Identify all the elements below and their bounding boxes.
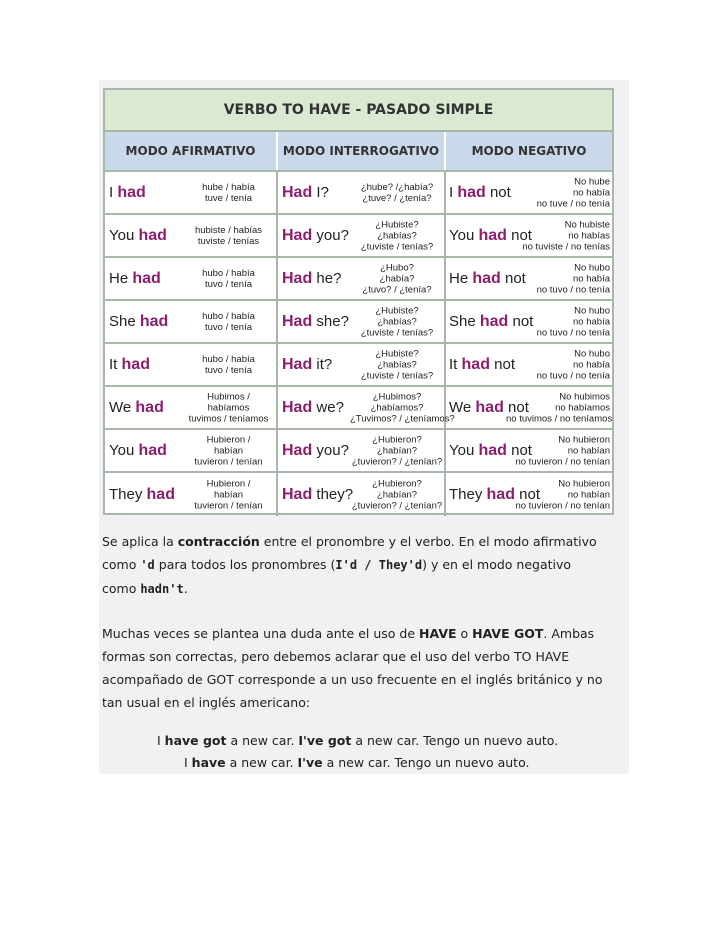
spanish-line: ¿Tuvimos? / ¿teníamos?: [350, 413, 455, 424]
header-affirmative: MODO AFIRMATIVO: [105, 132, 278, 170]
affirmative-spanish: [181, 478, 276, 511]
affirmative-phrase: [109, 399, 164, 417]
not-word: not: [511, 441, 532, 459]
spanish-line: no tuvo / no tenía: [536, 370, 610, 381]
cell-affirmative: [105, 387, 278, 428]
cell-interrogative: [278, 172, 446, 213]
affirmative-phrase: [109, 227, 167, 245]
text-run: Se aplica la: [102, 534, 178, 549]
cell-interrogative: [278, 387, 455, 428]
interrogative-spanish: [350, 478, 444, 511]
text-run: a new car.: [225, 755, 298, 770]
subject: He: [449, 269, 469, 287]
keyword-have-got: HAVE GOT: [472, 626, 544, 641]
not-word: not: [508, 398, 529, 416]
affirmative-phrase: [109, 270, 161, 288]
affirmative-phrase: [109, 313, 168, 331]
spanish-line: ¿habíamos?: [370, 402, 424, 413]
subject: I: [109, 183, 114, 201]
subject: It: [449, 355, 458, 373]
subject: she?: [316, 312, 349, 330]
text-run: a new car.: [226, 733, 299, 748]
cell-affirmative: [105, 301, 278, 342]
table-row: [105, 258, 612, 301]
negative-spanish: [506, 305, 610, 338]
spanish-line: no había: [573, 273, 610, 284]
spanish-line: hube / había: [202, 181, 255, 193]
verb-had: had: [479, 312, 509, 330]
verb-had: Had: [282, 441, 313, 459]
paragraph-line: acompañado de GOT corresponde a un uso frecuente en el inglés británico y no: [102, 672, 603, 687]
spanish-line: ¿habías?: [377, 359, 417, 370]
not-word: not: [504, 269, 526, 287]
affirmative-spanish: [181, 354, 276, 376]
affirmative-spanish: [181, 268, 276, 290]
text-run: I: [184, 755, 192, 770]
interrogative-spanish: [350, 348, 444, 381]
spanish-line: no habían: [567, 489, 610, 500]
spanish-line: no tuviste / no tenías: [522, 241, 610, 252]
spanish-line: ¿tuviste / tenías?: [360, 370, 434, 381]
interrogative-spanish: [350, 182, 444, 204]
spanish-line: tuvo / tenía: [204, 321, 252, 333]
verb-had: had: [472, 269, 501, 287]
cell-negative: [446, 387, 612, 428]
subject: they?: [316, 485, 354, 503]
text-run: . Ambas: [543, 626, 595, 641]
verb-had: had: [486, 485, 515, 503]
cell-negative: [446, 473, 612, 516]
spanish-line: ¿Hubimos?: [372, 391, 422, 402]
paragraph-line: [102, 622, 626, 645]
spanish-line: ¿Hubieron?: [372, 434, 422, 445]
spanish-line: Hubimos /: [207, 391, 250, 402]
verb-had: had: [478, 226, 507, 244]
subject: I?: [316, 183, 329, 201]
subject: you?: [316, 226, 349, 244]
paragraph-contraction: [102, 530, 626, 601]
spanish-line: no había: [573, 316, 610, 327]
verb-had: Had: [282, 226, 313, 244]
paragraph-have-got: [102, 622, 626, 714]
cell-negative: [446, 215, 612, 256]
text-run: entre el pronombre y el verbo. En el modo afirmativo: [259, 534, 597, 549]
subject: He: [109, 269, 129, 287]
spanish-line: no habían: [567, 445, 610, 456]
spanish-line: ¿Hubiste?: [375, 305, 419, 316]
subject: I: [449, 183, 454, 201]
negative-spanish: [506, 176, 610, 209]
negative-spanish: [506, 348, 610, 381]
cell-negative: [446, 258, 612, 299]
negative-spanish: [506, 391, 613, 424]
spanish-line: no tuve / no tenía: [536, 198, 610, 209]
interrogative-phrase: [282, 442, 349, 460]
not-word: not: [494, 355, 515, 373]
paragraph-line: [102, 577, 626, 601]
spanish-line: No hubiste: [564, 219, 610, 230]
interrogative-spanish: [350, 391, 455, 424]
cell-negative: [446, 172, 612, 213]
spanish-line: ¿tuvo? / ¿tenía?: [362, 284, 432, 295]
table-row: [105, 215, 612, 258]
table-row: [105, 387, 612, 430]
spanish-line: no tuvieron / no tenían: [515, 500, 610, 511]
interrogative-phrase: [282, 184, 329, 202]
cell-negative: [446, 301, 612, 342]
verb-had: had: [117, 183, 146, 201]
affirmative-spanish: [181, 225, 276, 247]
verb-had: Had: [282, 485, 313, 503]
paragraph-line: formas son correctas, pero debemos aclarar que el uso del verbo TO HAVE: [102, 649, 570, 664]
verb-had: had: [478, 441, 507, 459]
not-word: not: [511, 226, 532, 244]
spanish-line: ¿tuviste / tenías?: [360, 327, 434, 338]
affirmative-phrase: [109, 356, 150, 374]
verb-had: had: [135, 398, 164, 416]
spanish-line: No hubieron: [558, 434, 610, 445]
spanish-line: no tuvo / no tenía: [536, 327, 610, 338]
text-run: .: [183, 581, 188, 596]
spanish-line: tuvo / tenía: [204, 278, 252, 290]
interrogative-phrase: [282, 399, 344, 417]
negative-spanish: [506, 478, 610, 511]
spanish-line: habían: [213, 489, 244, 500]
spanish-line: No hube: [574, 176, 610, 187]
table-row: [105, 301, 612, 344]
spanish-line: ¿tuvieron? / ¿tenían?: [351, 456, 443, 467]
subject: It: [109, 355, 118, 373]
affirmative-phrase: [109, 184, 146, 202]
text-run: como: [102, 581, 141, 596]
subject: She: [109, 312, 136, 330]
verb-table-image: [103, 88, 614, 515]
verb-had: had: [475, 398, 504, 416]
spanish-line: no habías: [568, 230, 610, 241]
spanish-line: tuvieron / tenían: [194, 500, 263, 511]
spanish-line: habían: [213, 445, 244, 456]
spanish-line: No hubo: [574, 262, 610, 273]
spanish-line: No hubimos: [559, 391, 610, 402]
cell-affirmative: [105, 473, 278, 516]
spanish-line: No hubo: [574, 305, 610, 316]
spanish-line: tuve / tenía: [204, 192, 252, 204]
verb-had: Had: [282, 355, 313, 373]
keyword-contraccion: contracción: [177, 534, 260, 549]
verb-had: Had: [282, 269, 313, 287]
keyword-have: HAVE: [419, 626, 457, 641]
cell-affirmative: [105, 172, 278, 213]
affirmative-phrase: [109, 486, 175, 504]
subject: you?: [316, 441, 349, 459]
spanish-line: hubiste / habías: [194, 224, 263, 236]
keyword: have: [191, 755, 226, 770]
verb-had: had: [138, 226, 167, 244]
affirmative-phrase: [109, 442, 167, 460]
cell-interrogative: [278, 215, 446, 256]
spanish-line: no había: [573, 359, 610, 370]
cell-affirmative: [105, 430, 278, 471]
cell-affirmative: [105, 344, 278, 385]
cell-affirmative: [105, 215, 278, 256]
spanish-line: hubo / había: [202, 353, 255, 365]
text-run: como: [102, 557, 141, 572]
subject: They: [449, 485, 483, 503]
text-run: ) y en el modo negativo: [422, 557, 572, 572]
spanish-line: tuvo / tenía: [204, 364, 252, 376]
cell-interrogative: [278, 301, 446, 342]
negative-spanish: [506, 434, 610, 467]
cell-negative: [446, 344, 612, 385]
spanish-line: hubo / había: [202, 310, 255, 322]
text-run: a new car. Tengo un nuevo auto.: [351, 733, 559, 748]
subject: They: [109, 485, 143, 503]
spanish-line: no tuvo / no tenía: [536, 284, 610, 295]
spanish-line: No hubo: [574, 348, 610, 359]
keyword-d: 'd: [140, 558, 155, 572]
interrogative-phrase: [282, 270, 341, 288]
table-row: [105, 344, 612, 387]
spanish-line: ¿habían?: [376, 445, 418, 456]
subject: it?: [316, 355, 333, 373]
text-run: para todos los pronombres (: [154, 557, 336, 572]
spanish-line: ¿había?: [379, 273, 415, 284]
verb-had: had: [138, 441, 167, 459]
keyword: have got: [164, 733, 227, 748]
spanish-line: habíamos: [207, 402, 250, 413]
spanish-line: no tuvieron / no tenían: [515, 456, 610, 467]
spanish-line: ¿Hubo?: [380, 262, 414, 273]
verb-had: had: [461, 355, 490, 373]
table-body: [105, 172, 612, 516]
interrogative-spanish: [350, 262, 444, 295]
keyword-hadnt: hadn't: [140, 582, 184, 596]
table-title: VERBO TO HAVE - PASADO SIMPLE: [105, 90, 612, 132]
table-row: [105, 172, 612, 215]
verb-had: had: [132, 269, 161, 287]
subject: You: [109, 441, 135, 459]
verb-had: Had: [282, 183, 313, 201]
subject: You: [109, 226, 135, 244]
subject: We: [109, 398, 132, 416]
keyword: I've: [297, 755, 323, 770]
interrogative-phrase: [282, 486, 353, 504]
spanish-line: no habíamos: [555, 402, 610, 413]
cell-affirmative: [105, 258, 278, 299]
not-word: not: [519, 485, 541, 503]
spanish-line: Hubieron /: [206, 478, 251, 489]
interrogative-spanish: [350, 434, 444, 467]
not-word: not: [512, 312, 534, 330]
not-word: not: [489, 183, 511, 201]
spanish-line: ¿habías?: [377, 230, 417, 241]
keyword: I've got: [298, 733, 352, 748]
paragraph-line: [102, 530, 626, 553]
negative-spanish: [506, 262, 610, 295]
interrogative-phrase: [282, 227, 349, 245]
verb-had: Had: [282, 398, 313, 416]
example-have: [184, 755, 529, 770]
spanish-line: ¿habían?: [376, 489, 418, 500]
spanish-line: ¿tuviste / tenías?: [360, 241, 434, 252]
text-run: I: [157, 733, 165, 748]
spanish-line: No hubieron: [558, 478, 610, 489]
spanish-line: Hubieron /: [206, 434, 251, 445]
text-run: Muchas veces se plantea una duda ante el uso de: [102, 626, 420, 641]
cell-interrogative: [278, 473, 446, 516]
subject: We: [449, 398, 472, 416]
spanish-line: ¿Hubieron?: [372, 478, 422, 489]
table-row: [105, 430, 612, 473]
spanish-line: ¿Hubiste?: [375, 348, 419, 359]
verb-had: had: [457, 183, 486, 201]
paragraph-line: tan usual en el inglés americano:: [102, 695, 311, 710]
subject: he?: [316, 269, 342, 287]
spanish-line: ¿tuve? / ¿tenía?: [362, 192, 432, 204]
interrogative-phrase: [282, 356, 332, 374]
interrogative-phrase: [282, 313, 349, 331]
text-run: a new car. Tengo un nuevo auto.: [322, 755, 530, 770]
spanish-line: ¿habías?: [377, 316, 417, 327]
cell-negative: [446, 430, 612, 471]
paragraph-line: [102, 553, 626, 577]
subject: we?: [316, 398, 344, 416]
verb-had: had: [146, 485, 175, 503]
affirmative-spanish: [181, 391, 276, 424]
subject: She: [449, 312, 476, 330]
negative-spanish: [506, 219, 610, 252]
subject: You: [449, 441, 475, 459]
cell-interrogative: [278, 430, 446, 471]
affirmative-spanish: [181, 182, 276, 204]
verb-had: Had: [282, 312, 313, 330]
spanish-line: ¿Hubiste?: [375, 219, 419, 230]
header-interrogative: MODO INTERROGATIVO: [278, 132, 446, 170]
table-header-row: [105, 132, 612, 172]
negative-phrase: [449, 184, 511, 202]
spanish-line: no había: [573, 187, 610, 198]
verb-had: had: [139, 312, 169, 330]
affirmative-spanish: [181, 434, 276, 467]
spanish-line: ¿tuvieron? / ¿tenían?: [351, 500, 443, 511]
subject: You: [449, 226, 475, 244]
verb-had: had: [121, 355, 150, 373]
interrogative-spanish: [350, 305, 444, 338]
spanish-line: tuviste / tenías: [197, 235, 260, 247]
cell-interrogative: [278, 344, 446, 385]
spanish-line: ¿hube? /¿había?: [360, 181, 434, 193]
spanish-line: tuvieron / tenían: [194, 456, 263, 467]
cell-interrogative: [278, 258, 446, 299]
affirmative-spanish: [181, 311, 276, 333]
spanish-line: no tuvimos / no teníamos: [506, 413, 613, 424]
example-have-got: [157, 733, 558, 748]
spanish-line: tuvimos / teníamos: [188, 413, 269, 424]
spanish-line: hubo / había: [202, 267, 255, 279]
table-row: [105, 473, 612, 516]
header-negative: MODO NEGATIVO: [471, 144, 587, 158]
interrogative-spanish: [350, 219, 444, 252]
keyword-id-theyd: I'd / They'd: [335, 558, 423, 572]
text-run: o: [456, 626, 473, 641]
